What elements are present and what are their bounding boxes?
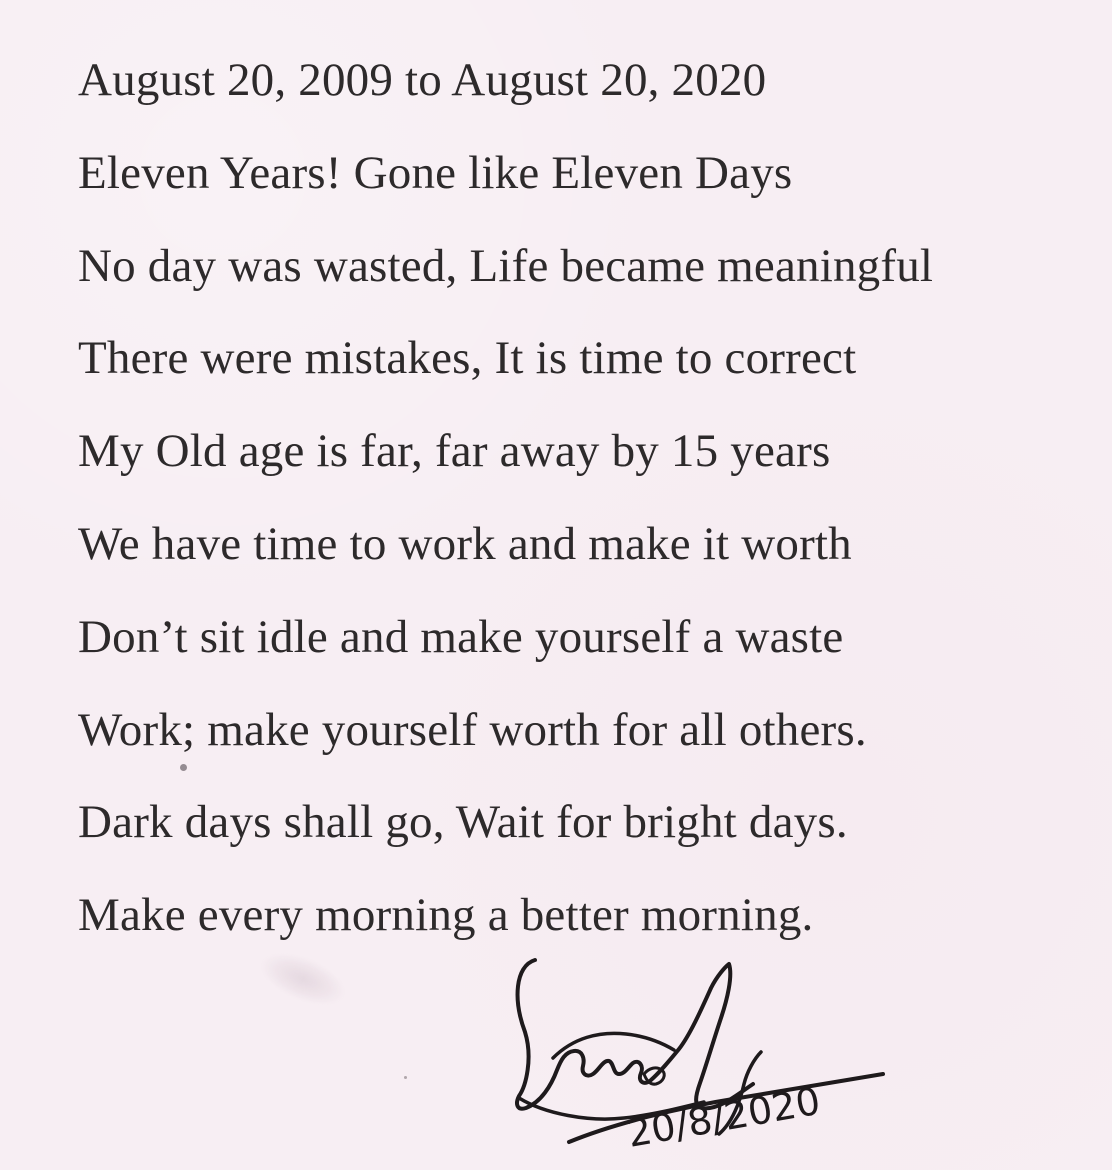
poem-line-1: August 20, 2009 to August 20, 2020 <box>78 54 767 106</box>
handwritten-signature <box>495 948 965 1168</box>
poem-line-8: Work; make yourself worth for all others. <box>78 703 867 756</box>
poem-line-6: We have time to work and make it worth <box>78 517 852 570</box>
ink-speck <box>404 1076 407 1079</box>
poem-line-5: My Old age is far, far away by 15 years <box>78 425 831 478</box>
poem-text <box>78 34 1098 962</box>
signature-date: 20/8/2020 <box>623 1078 824 1156</box>
poem-line-4: There were mistakes, It is time to correct <box>78 332 857 385</box>
poem-line-9: Dark days shall go, Wait for bright days. <box>78 796 848 849</box>
poem-line-3: No day was wasted, Life became meaningful <box>78 239 934 292</box>
ink-dot <box>180 764 187 771</box>
poem-line-7: Don’t sit idle and make yourself a waste <box>78 610 844 663</box>
poem-line-2: Eleven Years! Gone like Eleven Days <box>78 146 793 199</box>
poem-line-10: Make every morning a better morning. <box>78 889 814 942</box>
